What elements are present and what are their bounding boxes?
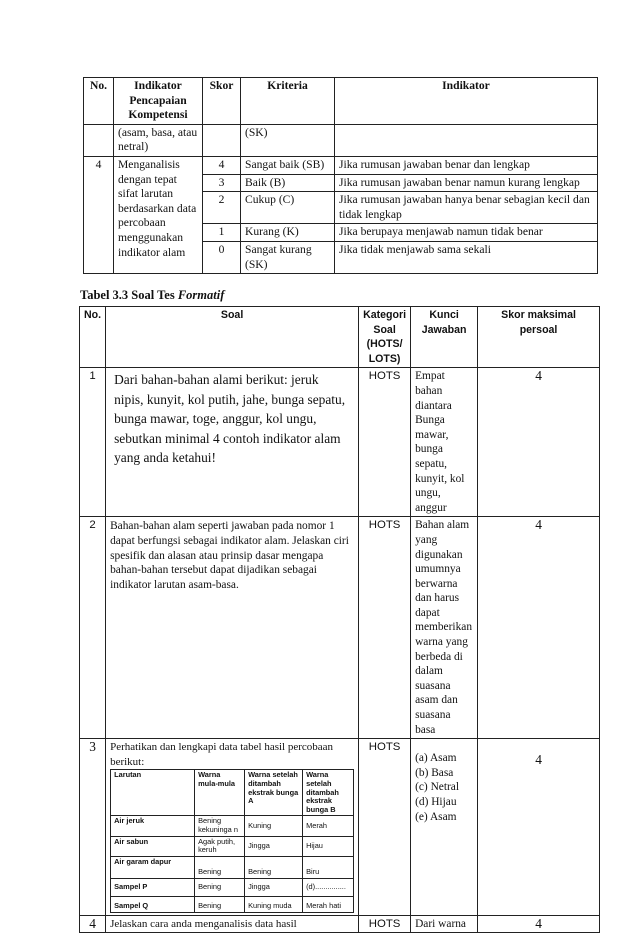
rubric-continuation-row — [84, 124, 598, 156]
experiment-header-row — [111, 770, 354, 816]
soal-kunci: Empat bahan diantara Bunga mawar, bunga sepatu, kunyit, kol ungu, anggur — [411, 368, 478, 517]
experiment-row — [111, 896, 354, 912]
soal-text: Jelaskan cara anda menganalisis data hasil — [106, 915, 359, 933]
rubric-indikator-pencapaian: Menganalisis dengan tepat sifat larutan berdasarkan data percobaan menggunakan indikator alam — [114, 156, 203, 273]
header-indikator: Indikator — [335, 78, 598, 125]
header-kunci: Kunci Jawaban — [411, 307, 478, 368]
soal-kategori: HOTS — [359, 517, 411, 739]
level-kriteria: Baik (B) — [241, 174, 335, 192]
kunci-item: (b) Basa — [415, 766, 454, 779]
caption-italic: Formatif — [177, 288, 225, 302]
soal-row — [80, 517, 600, 739]
soal-kunci-list — [411, 739, 478, 916]
exp-cell: Kuning — [245, 816, 303, 836]
soal-row — [80, 739, 600, 916]
experiment-row — [111, 856, 354, 878]
soal-kategori: HOTS — [359, 739, 411, 916]
exp-cell: Hijau — [303, 836, 354, 856]
exp-header: Warna mula-mula — [195, 770, 245, 816]
experiment-row — [111, 836, 354, 856]
level-kriteria: Sangat baik (SB) — [241, 156, 335, 174]
exp-cell: Kuning muda — [245, 896, 303, 912]
rubric-table — [83, 77, 598, 274]
soal-text: Bahan-bahan alam seperti jawaban pada nomor 1 dapat berfungsi sebagai indikator alam. Jelaskan ciri spesifik dan alasan atau prinsip dasar mengapa bahan-bahan tersebut dapat dijadikan sebagai indikator larutan asam-basa. — [106, 517, 359, 739]
level-skor: 3 — [203, 174, 241, 192]
experiment-table — [110, 769, 354, 912]
level-skor: 4 — [203, 156, 241, 174]
experiment-row — [111, 816, 354, 836]
exp-larutan: Air jeruk — [111, 816, 195, 836]
experiment-row — [111, 878, 354, 896]
kunci-item: (a) Asam — [415, 752, 457, 765]
level-kriteria: Kurang (K) — [241, 224, 335, 242]
level-skor: 2 — [203, 192, 241, 224]
soal-header-row — [80, 307, 600, 368]
exp-cell: Bening kekuninga n — [195, 816, 245, 836]
header-kategori: Kategori Soal (HOTS/ LOTS) — [359, 307, 411, 368]
exp-cell: Bening — [195, 856, 245, 878]
cont-kriteria: (SK) — [241, 124, 335, 156]
level-indikator: Jika rumusan jawaban benar namun kurang lengkap — [335, 174, 598, 192]
exp-larutan: Sampel P — [111, 878, 195, 896]
exp-cell: Bening — [195, 896, 245, 912]
level-skor: 1 — [203, 224, 241, 242]
level-indikator: Jika tidak menjawab sama sekali — [335, 241, 598, 273]
header-no: No. — [84, 78, 114, 125]
table-caption — [80, 288, 224, 303]
cont-indikator: (asam, basa, atau netral) — [114, 124, 203, 156]
soal-kategori: HOTS — [359, 915, 411, 933]
soal-kunci: Dari warna — [411, 915, 478, 933]
header-kriteria: Kriteria — [241, 78, 335, 125]
caption-prefix: Tabel 3.3 Soal Tes — [80, 288, 178, 302]
soal-no: 3 — [80, 739, 106, 916]
rubric-level-row — [84, 156, 598, 174]
level-indikator: Jika berupaya menjawab namun tidak benar — [335, 224, 598, 242]
exp-header: Warna setelah ditambah ekstrak bunga B — [303, 770, 354, 816]
exp-cell: Jingga — [245, 836, 303, 856]
soal-text: Perhatikan dan lengkapi data tabel hasil percobaan berikut: — [110, 741, 334, 768]
level-indikator: Jika rumusan jawaban benar dan lengkap — [335, 156, 598, 174]
soal-skor: 4 — [478, 915, 600, 933]
level-kriteria: Sangat kurang (SK) — [241, 241, 335, 273]
soal-kunci: Bahan alam yang digunakan umumnya berwarna dan harus dapat memberikan warna yang berbeda di dalam suasana asam dan suasana basa — [411, 517, 478, 739]
exp-header: Larutan — [111, 770, 195, 816]
level-skor: 0 — [203, 241, 241, 273]
header-soal: Soal — [106, 307, 359, 368]
exp-cell: Biru — [303, 856, 354, 878]
soal-skor: 4 — [478, 368, 600, 517]
exp-larutan: Sampel Q — [111, 896, 195, 912]
soal-kategori: HOTS — [359, 368, 411, 517]
exp-cell: Bening — [195, 878, 245, 896]
soal-no: 2 — [80, 517, 106, 739]
rubric-header-row — [84, 78, 598, 125]
exp-cell: Bening — [245, 856, 303, 878]
exp-header: Warna setelah ditambah ekstrak bunga A — [245, 770, 303, 816]
kunci-item: (d) Hijau — [415, 796, 457, 808]
soal-cell — [106, 739, 359, 916]
exp-larutan: Air garam dapur — [111, 856, 195, 878]
header-indikator-pencapaian: Indikator Pencapaian Kompetensi — [114, 78, 203, 125]
soal-no: 1 — [80, 368, 106, 517]
exp-cell: Agak putih, keruh — [195, 836, 245, 856]
level-kriteria: Cukup (C) — [241, 192, 335, 224]
soal-row — [80, 915, 600, 933]
exp-cell-d-blank: (d)............... — [303, 878, 354, 896]
soal-text: Dari bahan-bahan alami berikut: jeruk nipis, kunyit, kol putih, jahe, bunga sepatu, bunga mawar, toge, anggur, kol ungu, sebutkan minimal 4 contoh indikator alam yang anda ketahui! — [106, 368, 359, 517]
header-skor: Skor — [203, 78, 241, 125]
header-no: No. — [80, 307, 106, 368]
exp-cell: Merah — [303, 816, 354, 836]
exp-larutan: Air sabun — [111, 836, 195, 856]
level-indikator: Jika rumusan jawaban hanya benar sebagian kecil dan tidak lengkap — [335, 192, 598, 224]
kunci-item: (e) Asam — [415, 810, 457, 823]
exp-cell: Jingga — [245, 878, 303, 896]
soal-table — [79, 306, 600, 933]
rubric-no: 4 — [84, 156, 114, 273]
header-skor-maksimal: Skor maksimal persoal — [478, 307, 600, 368]
soal-skor: 4 — [478, 517, 600, 739]
soal-no: 4 — [80, 915, 106, 933]
soal-skor: 4 — [478, 739, 600, 916]
exp-cell: Merah hati — [303, 896, 354, 912]
kunci-item: (c) Netral — [415, 781, 460, 794]
soal-row — [80, 368, 600, 517]
